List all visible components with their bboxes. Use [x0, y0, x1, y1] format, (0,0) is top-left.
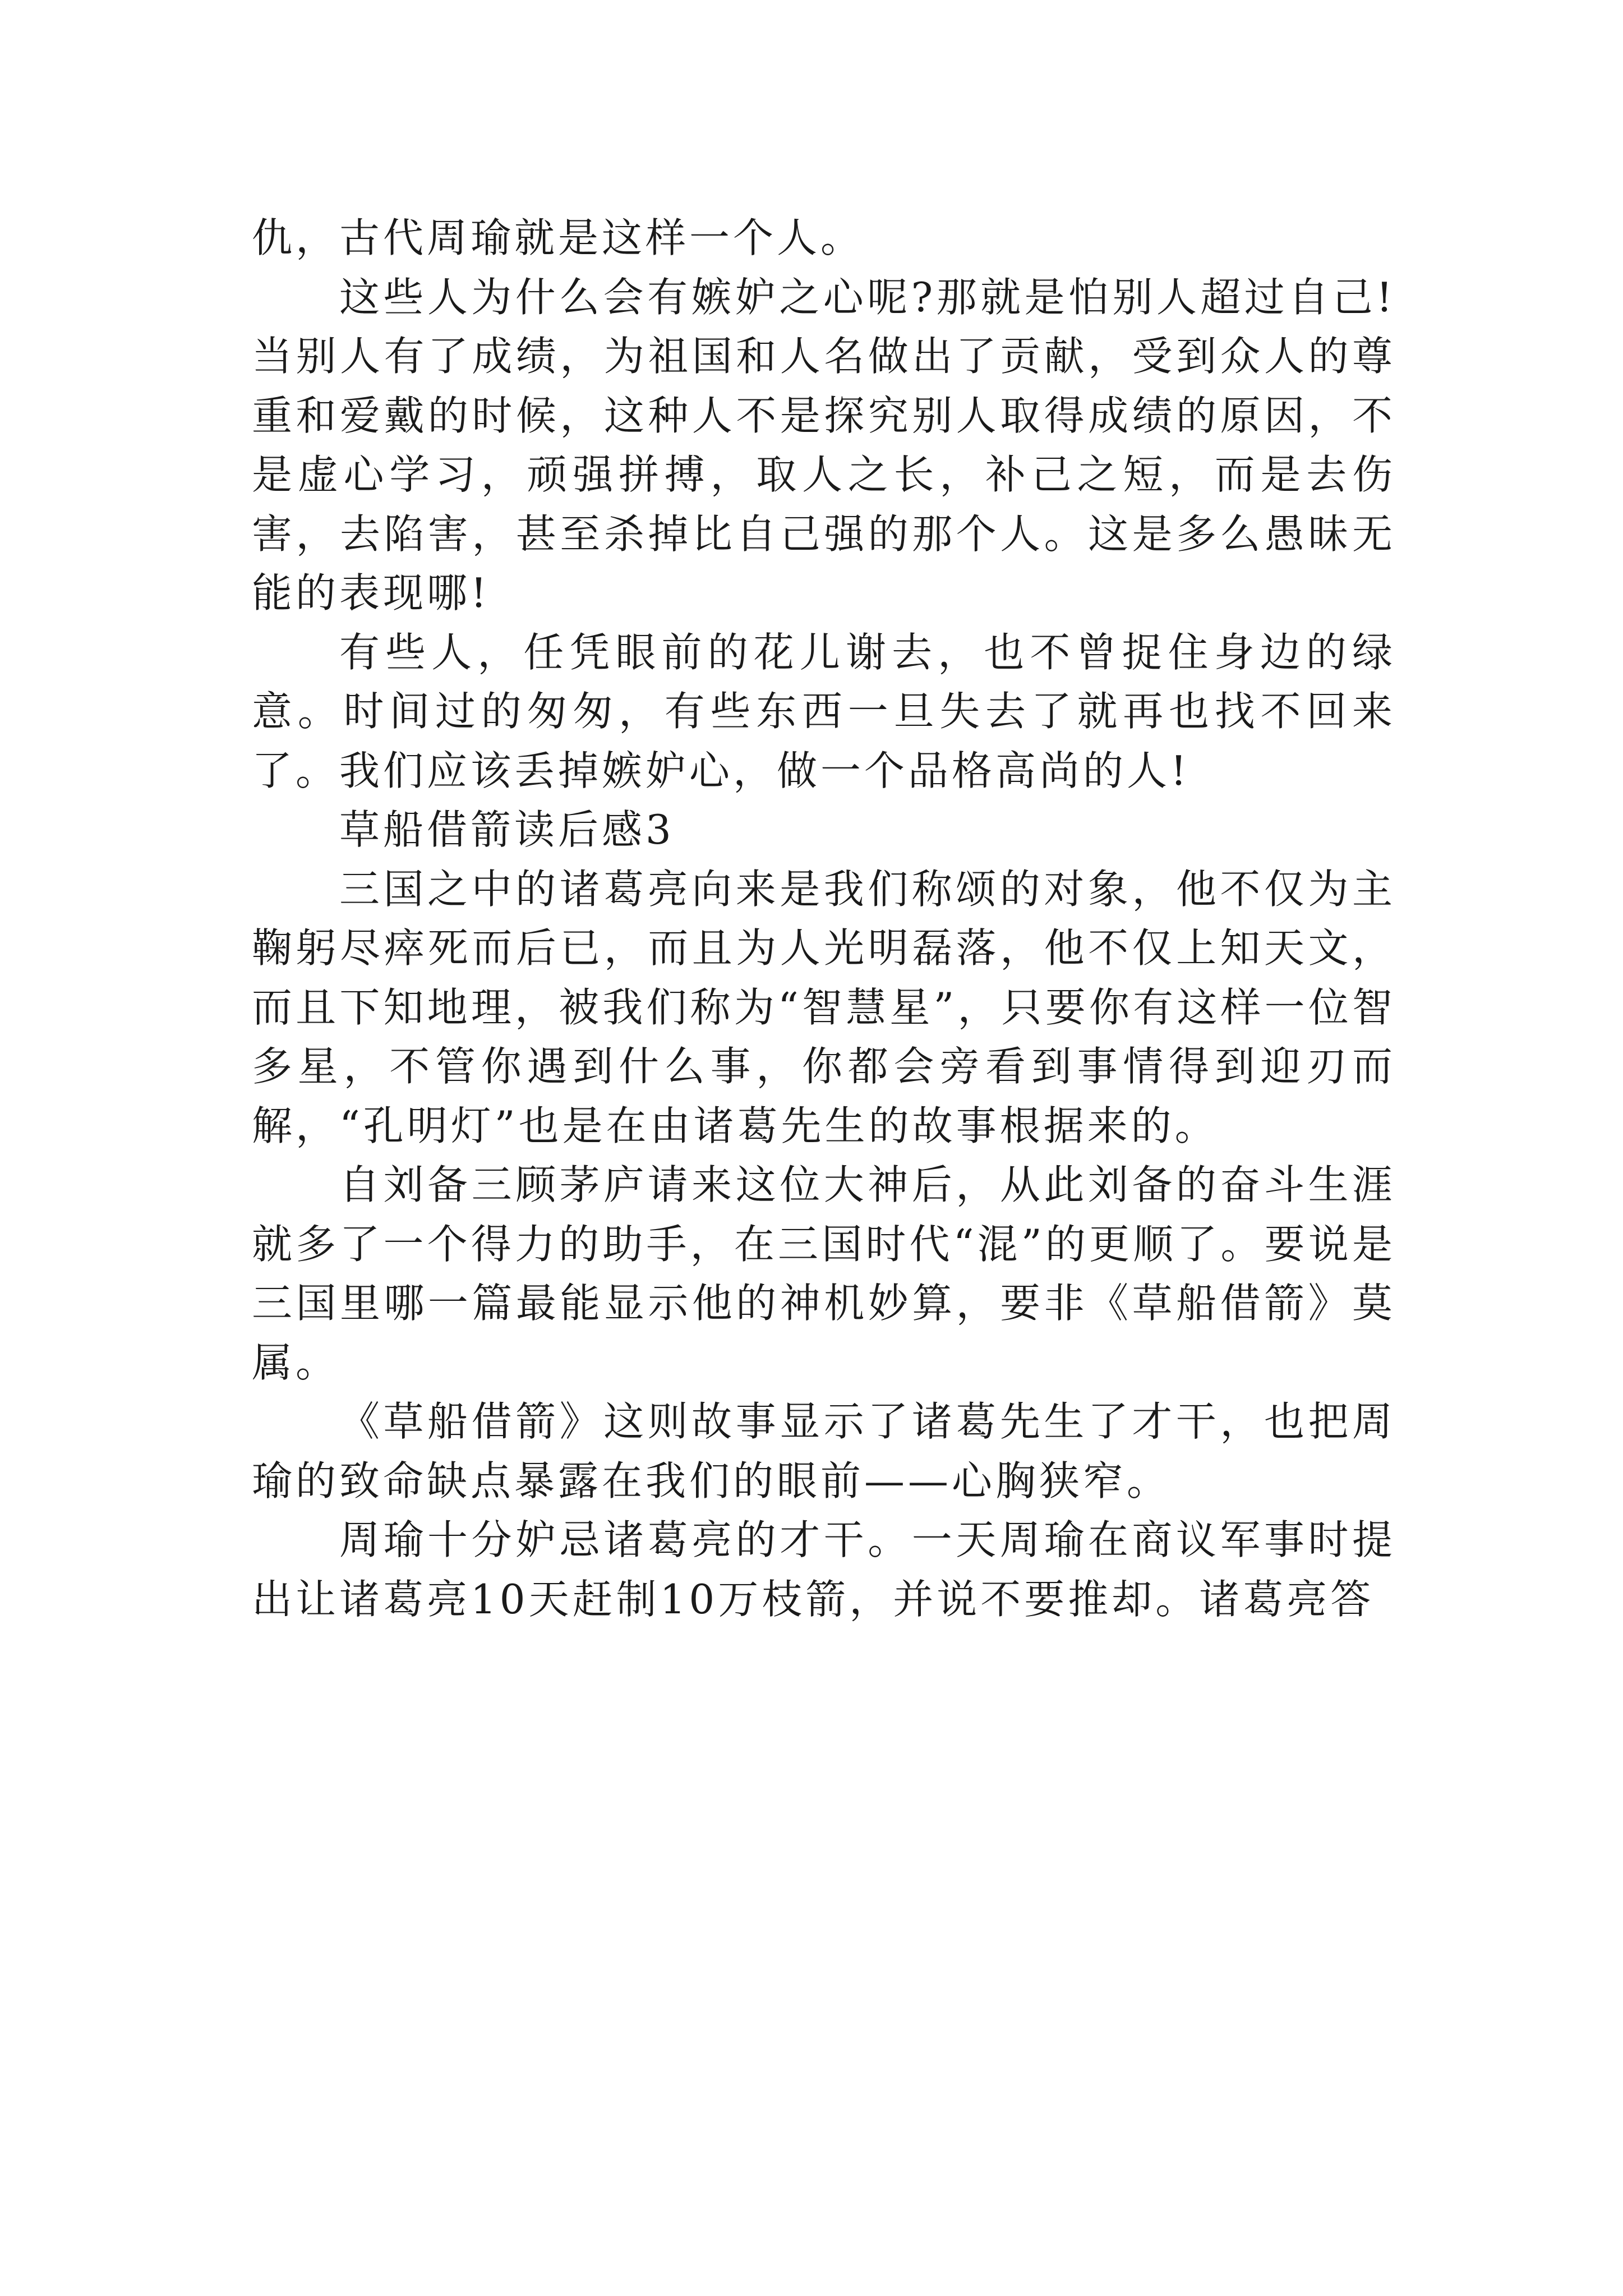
section-heading: 草船借箭读后感3	[339, 806, 675, 853]
paragraph: 周瑜十分妒忌诸葛亮的才干。一天周瑜在商议军事时提出让诸葛亮10天赶制10万枝箭，并说不要推却。诸葛亮答	[252, 1516, 1396, 1623]
paragraph: 《草船借箭》这则故事显示了诸葛先生了才干，也把周瑜的致命缺点暴露在我们的眼前——心胸狭窄。	[252, 1398, 1396, 1504]
body-text	[252, 209, 1396, 1629]
paragraph: 这些人为什么会有嫉妒之心呢?那就是怕别人超过自己!当别人有了成绩，为祖国和人名做出了贡献，受到众人的尊重和爱戴的时候，这种人不是探究别人取得成绩的原因，不是虚心学习，顽强拼搏，取人之长，补己之短，而是去伤害，去陷害，甚至杀掉比自己强的那个人。这是多么愚昧无能的表现哪!	[252, 273, 1396, 616]
paragraph: 三国之中的诸葛亮向来是我们称颂的对象，他不仅为主鞠躬尽瘁死而后已，而且为人光明磊落，他不仅上知天文，而且下知地理，被我们称为“智慧星”，只要你有这样一位智多星，不管你遇到什么事，你都会旁看到事情得到迎刃而解，“孔明灯”也是在由诸葛先生的故事根据来的。	[252, 865, 1396, 1149]
paragraph: 有些人，任凭眼前的花儿谢去，也不曾捉住身边的绿意。时间过的匆匆，有些东西一旦失去了就再也找不回来了。我们应该丢掉嫉妒心，做一个品格高尚的人!	[252, 628, 1396, 794]
paragraph-continuation: 仇，古代周瑜就是这样一个人。	[252, 214, 865, 261]
paragraph: 自刘备三顾茅庐请来这位大神后，从此刘备的奋斗生涯就多了一个得力的助手，在三国时代“混”的更顺了。要说是三国里哪一篇最能显示他的神机妙算，要非《草船借箭》莫属。	[252, 1161, 1396, 1386]
